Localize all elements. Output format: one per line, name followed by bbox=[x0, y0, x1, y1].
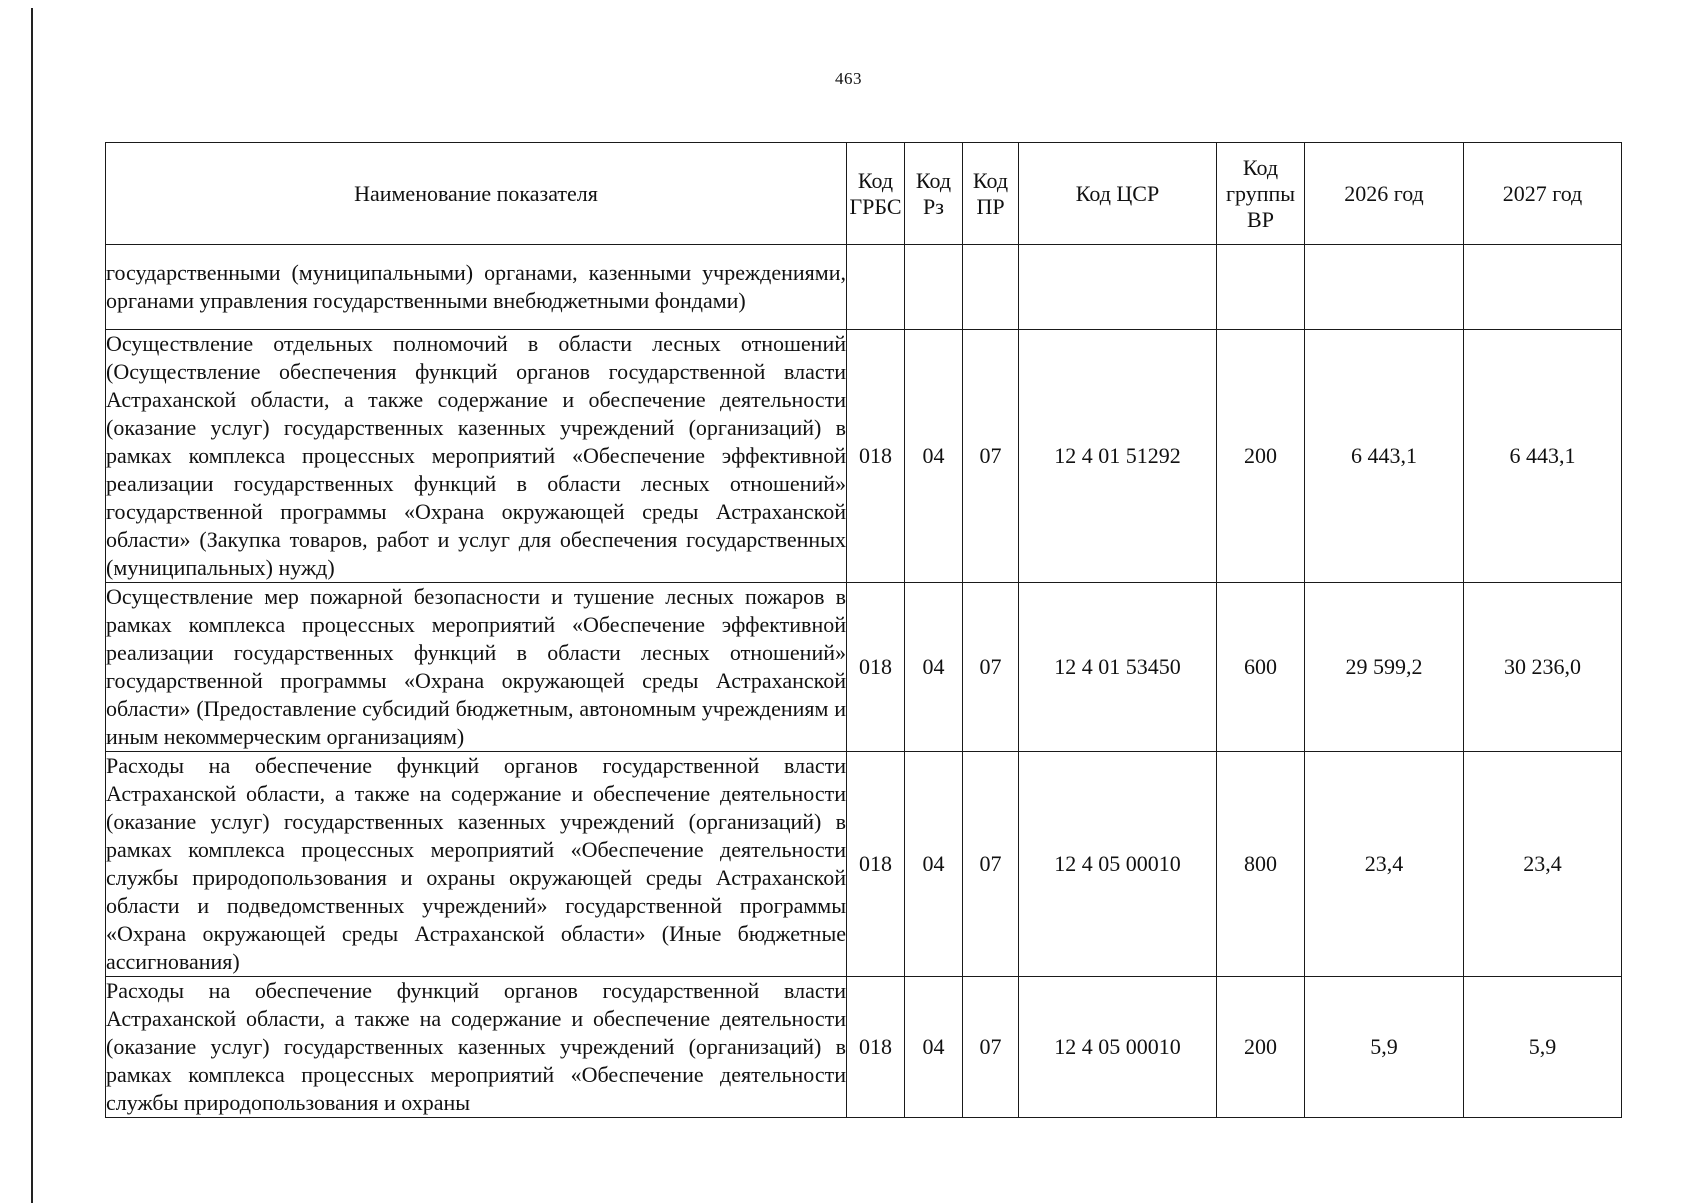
cell-grbs: 018 bbox=[847, 330, 905, 583]
cell-vr: 200 bbox=[1217, 330, 1305, 583]
header-vr: Код группы ВР bbox=[1217, 143, 1305, 245]
table-row bbox=[106, 330, 1622, 583]
header-grbs: Код ГРБС bbox=[847, 143, 905, 245]
cell-pr: 07 bbox=[963, 977, 1019, 1118]
header-rz: Код Рз bbox=[905, 143, 963, 245]
cell-2026: 23,4 bbox=[1305, 752, 1464, 977]
cell-2027: 23,4 bbox=[1464, 752, 1622, 977]
cell-csr: 12 4 05 00010 bbox=[1019, 752, 1217, 977]
cell-name: Осуществление отдельных полномочий в области лесных отношений (Осуществление обеспечения функций органов государственной власти Астраханской области, а также содержание и обеспечение деятельности (оказание услуг) государственных казенных учреждений (организаций) в рамках комплекса процессных мероприятий «Обеспечение эффективной реализации государственных функций в области лесных отношений» государственной программы «Охрана окружающей среды Астраханской области» (Закупка товаров, работ и услуг для обеспечения государственных (муниципальных) нужд) bbox=[106, 330, 847, 583]
cell-csr bbox=[1019, 245, 1217, 330]
cell-2026 bbox=[1305, 245, 1464, 330]
cell-csr: 12 4 01 53450 bbox=[1019, 583, 1217, 752]
cell-pr: 07 bbox=[963, 752, 1019, 977]
cell-name: Расходы на обеспечение функций органов государственной власти Астраханской области, а также на содержание и обеспечение деятельности (оказание услуг) государственных казенных учреждений (организаций) в рамках комплекса процессных мероприятий «Обеспечение деятельности службы природопользования и охраны окружающей среды Астраханской области и подведомственных учреждений» государственной программы «Охрана окружающей среды Астраханской области» (Иные бюджетные ассигнования) bbox=[106, 752, 847, 977]
cell-pr: 07 bbox=[963, 330, 1019, 583]
cell-rz: 04 bbox=[905, 330, 963, 583]
cell-2027: 30 236,0 bbox=[1464, 583, 1622, 752]
cell-vr: 800 bbox=[1217, 752, 1305, 977]
cell-grbs: 018 bbox=[847, 752, 905, 977]
cell-csr: 12 4 01 51292 bbox=[1019, 330, 1217, 583]
budget-table bbox=[105, 142, 1622, 1118]
cell-vr: 200 bbox=[1217, 977, 1305, 1118]
cell-rz: 04 bbox=[905, 583, 963, 752]
header-2026: 2026 год bbox=[1305, 143, 1464, 245]
table-row bbox=[106, 977, 1622, 1118]
cell-name: государственными (муниципальными) органами, казенными учреждениями, органами управления государственными внебюджетными фондами) bbox=[106, 245, 847, 330]
table-row bbox=[106, 245, 1622, 330]
table-row bbox=[106, 583, 1622, 752]
cell-csr: 12 4 05 00010 bbox=[1019, 977, 1217, 1118]
cell-2026: 6 443,1 bbox=[1305, 330, 1464, 583]
header-2027: 2027 год bbox=[1464, 143, 1622, 245]
table-row bbox=[106, 752, 1622, 977]
cell-2027 bbox=[1464, 245, 1622, 330]
page-number: 463 bbox=[835, 69, 862, 88]
cell-grbs bbox=[847, 245, 905, 330]
cell-grbs: 018 bbox=[847, 583, 905, 752]
cell-2027: 6 443,1 bbox=[1464, 330, 1622, 583]
cell-vr: 600 bbox=[1217, 583, 1305, 752]
header-name: Наименование показателя bbox=[106, 143, 847, 245]
header-csr: Код ЦСР bbox=[1019, 143, 1217, 245]
header-pr: Код ПР bbox=[963, 143, 1019, 245]
cell-vr bbox=[1217, 245, 1305, 330]
cell-2027: 5,9 bbox=[1464, 977, 1622, 1118]
cell-name: Осуществление мер пожарной безопасности и тушение лесных пожаров в рамках комплекса процессных мероприятий «Обеспечение эффективной реализации государственных функций в области лесных отношений» государственной программы «Охрана окружающей среды Астраханской области» (Предоставление субсидий бюджетным, автономным учреждениям и иным некоммерческим организациям) bbox=[106, 583, 847, 752]
cell-pr: 07 bbox=[963, 583, 1019, 752]
cell-2026: 5,9 bbox=[1305, 977, 1464, 1118]
cell-name: Расходы на обеспечение функций органов государственной власти Астраханской области, а также на содержание и обеспечение деятельности (оказание услуг) государственных казенных учреждений (организаций) в рамках комплекса процессных мероприятий «Обеспечение деятельности службы природопользования и охраны bbox=[106, 977, 847, 1118]
table-header-row bbox=[106, 143, 1622, 245]
cell-rz bbox=[905, 245, 963, 330]
cell-rz: 04 bbox=[905, 752, 963, 977]
cell-rz: 04 bbox=[905, 977, 963, 1118]
cell-pr bbox=[963, 245, 1019, 330]
left-margin-line bbox=[31, 8, 33, 1203]
cell-grbs: 018 bbox=[847, 977, 905, 1118]
cell-2026: 29 599,2 bbox=[1305, 583, 1464, 752]
